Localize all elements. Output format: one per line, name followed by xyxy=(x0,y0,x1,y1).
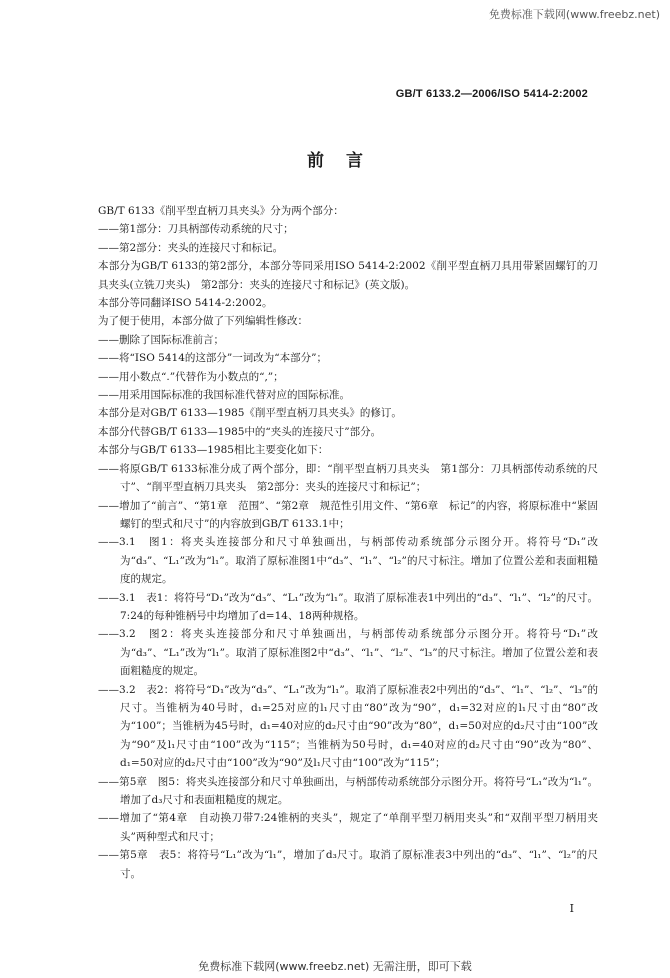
paragraph: 为了便于使用，本部分做了下列编辑性修改： xyxy=(98,315,308,328)
standard-code: GB/T 6133.2—2006/ISO 5414-2:2002 xyxy=(395,88,588,100)
paragraph: GB/T 6133《削平型直柄刀具夹头》分为两个部分： xyxy=(98,205,344,217)
paragraph: 本部分与GB/T 6133—1985相比主要变化如下： xyxy=(98,444,329,457)
list-item: ——第1部分：刀具柄部传动系统的尺寸； xyxy=(98,223,294,236)
list-item: ——增加了“前言”、“第1章 范围”、“第2章 规范性引用文件、“第6章 标记”的内容，将原标准中“紧固螺钉的型式和尺寸”的内容放到GB/T 6133.1中； xyxy=(98,499,598,530)
paragraph: 本部分是对GB/T 6133—1985《削平型直柄刀具夹头》的修订。 xyxy=(98,407,402,420)
list-item: ——用小数点“.”代替作为小数点的“,”； xyxy=(98,370,284,383)
list-item: ——3.2 表2：将符号“D₁”改为“d₃”、“L₁”改为“l₁”。取消了原标准表2中列出的“d₃”、“l₁”、“l₂”、“l₃”的尺寸。当锥柄为40号时，d₁=25对应的l₁尺寸由“80”改为“90”，d₁=32对应的l₁尺寸由“80”改为“100”；当锥柄为45号时，d₁=40对应的d₂尺寸由“90”改为“80”，d₁=50对应的d₂尺寸由“100”改为“90”及l₁尺寸由“100”改为“115”；当锥柄为50号时，d₁=40对应的d₂尺寸由“90”改为“80”、d₁=50对应的d₂尺寸由“100”改为“90”及l₁尺寸由“100”改为“115”； xyxy=(98,683,598,770)
list-item: ——用采用国际标准的我国标准代替对应的国际标准。 xyxy=(98,389,350,402)
list-item: ——3.1 图1：将夹头连接部分和尺寸单独画出，与柄部传动系统部分示图分开。将符号“D₁”改为“d₃”、“L₁”改为“l₁”。取消了原标准图1中“d₃”、“l₁”、“l₂”的尺寸标注。增加了位置公差和表面粗糙度的规定。 xyxy=(98,536,598,586)
watermark-top: 免费标准下载网(www.freebz.net) xyxy=(488,8,660,21)
page-number: I xyxy=(569,902,574,915)
list-item: ——将原GB/T 6133标准分成了两个部分，即：“削平型直柄刀具夹头 第1部分：刀具柄部传动系统的尺寸”、“削平型直柄刀具夹头 第2部分：夹头的连接尺寸和标记”； xyxy=(98,462,598,494)
paragraph: 本部分等同翻译ISO 5414-2:2002。 xyxy=(98,297,273,310)
watermark-bottom: 免费标准下载网(www.freebz.net) 无需注册，即可下载 xyxy=(198,960,472,973)
paragraph: 本部分代替GB/T 6133—1985中的“夹头的连接尺寸”部分。 xyxy=(98,425,382,438)
list-item: ——第5章 表5：将符号“L₁”改为“l₁”，增加了d₃尺寸。取消了原标准表3中列出的“d₃”、“l₁”、“l₂”的尺寸。 xyxy=(98,849,598,880)
list-item: ——第5章 图5：将夹头连接部分和尺寸单独画出，与柄部传动系统部分示图分开。将符号“L₁”改为“l₁”。增加了d₃尺寸和表面粗糙度的规定。 xyxy=(98,775,598,806)
list-item: ——增加了“第4章 自动换刀带7:24锥柄的夹头”，规定了“单削平型刀柄用夹头”和“双削平型刀柄用夹头”两种型式和尺寸； xyxy=(98,812,598,843)
list-item: ——3.1 表1：将符号“D₁”改为“d₃”、“L₁”改为“l₁”。取消了原标准表1中列出的“d₃”、“l₁”、“l₂”的尺寸。7:24的每种锥柄号中均增加了d=14、18两种规格。 xyxy=(98,591,598,622)
foreword-body xyxy=(98,202,598,883)
list-item: ——删除了国际标准前言； xyxy=(98,333,224,346)
list-item: ——第2部分：夹头的连接尺寸和标记。 xyxy=(98,241,284,254)
page-title: 前言 xyxy=(307,151,385,171)
list-item: ——将“ISO 5414的这部分”一词改为“本部分”； xyxy=(98,352,327,365)
paragraph: 本部分为GB/T 6133的第2部分，本部分等同采用ISO 5414-2:2002《削平型直柄刀具用带紧固螺钉的刀具夹头(立铣刀夹头) 第2部分：夹头的连接尺寸和标记》(英文版)。 xyxy=(98,260,598,291)
list-item: ——3.2 图2：将夹头连接部分和尺寸单独画出，与柄部传动系统部分示图分开。将符号“D₁”改为“d₃”、“L₁”改为“l₁”。取消了原标准图2中“d₃”、“l₁”、“l₂”、“l₃”的尺寸标注。增加了位置公差和表面粗糙度的规定。 xyxy=(98,628,598,678)
